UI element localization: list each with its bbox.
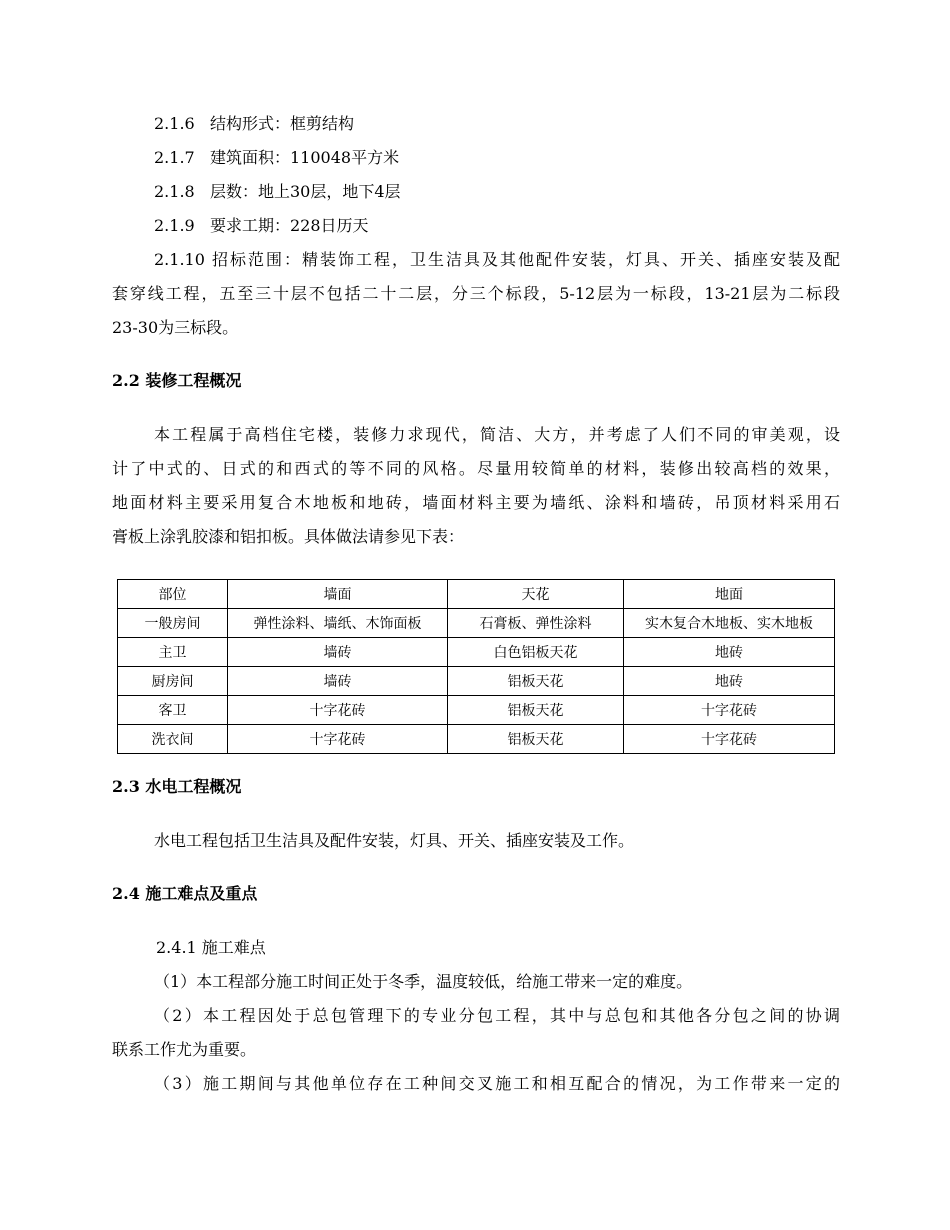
item-2-1-6: 2.1.6 结构形式：框剪结构 bbox=[154, 114, 355, 133]
table-header-cell: 部位 bbox=[118, 580, 228, 609]
table-row bbox=[118, 725, 835, 754]
table-header-cell: 墙面 bbox=[228, 580, 448, 609]
table-cell: 十字花砖 bbox=[228, 725, 448, 754]
section-2-2-para-line-2: 计了中式的、日式的和西式的等不同的风格。尽量用较简单的材料，装修出较高档的效果， bbox=[112, 459, 840, 478]
table-row bbox=[118, 638, 835, 667]
item-2-1-10-line-1: 2.1.10 招标范围：精装饰工程，卫生洁具及其他配件安装，灯具、开关、插座安装及配 bbox=[154, 250, 840, 269]
table-header-cell: 地面 bbox=[624, 580, 835, 609]
table-cell: 实木复合木地板、实木地板 bbox=[624, 609, 835, 638]
table-cell: 客卫 bbox=[118, 696, 228, 725]
table-row bbox=[118, 696, 835, 725]
section-2-2-para-line-4: 膏板上涂乳胶漆和铝扣板。具体做法请参见下表： bbox=[112, 527, 465, 546]
table-cell: 墙砖 bbox=[228, 667, 448, 696]
difficulty-point-3-line-1: （3）施工期间与其他单位存在工种间交叉施工和相互配合的情况，为工作带来一定的 bbox=[154, 1074, 840, 1093]
table-cell: 铝板天花 bbox=[448, 667, 624, 696]
table-cell: 铝板天花 bbox=[448, 725, 624, 754]
table-header-cell: 天花 bbox=[448, 580, 624, 609]
difficulty-point-2-line-2: 联系工作尤为重要。 bbox=[112, 1040, 257, 1059]
item-2-1-7: 2.1.7 建筑面积：110048平方米 bbox=[154, 148, 400, 167]
section-2-2-heading: 2.2 装修工程概况 bbox=[112, 371, 242, 390]
table-cell: 地砖 bbox=[624, 638, 835, 667]
item-2-1-10-line-2: 套穿线工程，五至三十层不包括二十二层，分三个标段，5-12层为一标段，13-21层为二标段 bbox=[112, 284, 840, 303]
table-cell: 十字花砖 bbox=[624, 725, 835, 754]
table-cell: 白色铝板天花 bbox=[448, 638, 624, 667]
item-2-1-9: 2.1.9 要求工期：228日历天 bbox=[154, 216, 369, 235]
item-2-1-8: 2.1.8 层数：地上30层，地下4层 bbox=[154, 182, 401, 201]
difficulty-point-2-line-1: （2）本工程因处于总包管理下的专业分包工程，其中与总包和其他各分包之间的协调 bbox=[154, 1006, 840, 1025]
table-cell: 铝板天花 bbox=[448, 696, 624, 725]
table-header-row bbox=[118, 580, 835, 609]
table-cell: 主卫 bbox=[118, 638, 228, 667]
table-cell: 地砖 bbox=[624, 667, 835, 696]
table-row bbox=[118, 667, 835, 696]
section-2-3-heading: 2.3 水电工程概况 bbox=[112, 777, 242, 796]
table-cell: 厨房间 bbox=[118, 667, 228, 696]
section-2-4-1-heading: 2.4.1 施工难点 bbox=[156, 938, 266, 957]
table-row bbox=[118, 609, 835, 638]
section-2-4-heading: 2.4 施工难点及重点 bbox=[112, 884, 258, 903]
section-2-3-para: 水电工程包括卫生洁具及配件安装，灯具、开关、插座安装及工作。 bbox=[154, 831, 635, 850]
decoration-table bbox=[117, 579, 835, 754]
table-cell: 墙砖 bbox=[228, 638, 448, 667]
table-cell: 洗衣间 bbox=[118, 725, 228, 754]
section-2-2-para-line-3: 地面材料主要采用复合木地板和地砖，墙面材料主要为墙纸、涂料和墙砖，吊顶材料采用石 bbox=[112, 493, 840, 512]
item-2-1-10-line-3: 23-30为三标段。 bbox=[112, 318, 239, 337]
table-cell: 弹性涂料、墙纸、木饰面板 bbox=[228, 609, 448, 638]
table-cell: 一般房间 bbox=[118, 609, 228, 638]
table-cell: 石膏板、弹性涂料 bbox=[448, 609, 624, 638]
table-cell: 十字花砖 bbox=[624, 696, 835, 725]
section-2-2-para-line-1: 本工程属于高档住宅楼，装修力求现代，简洁、大方，并考虑了人们不同的审美观，设 bbox=[154, 425, 840, 444]
table-cell: 十字花砖 bbox=[228, 696, 448, 725]
difficulty-point-1: （1）本工程部分施工时间正处于冬季，温度较低，给施工带来一定的难度。 bbox=[154, 972, 693, 991]
